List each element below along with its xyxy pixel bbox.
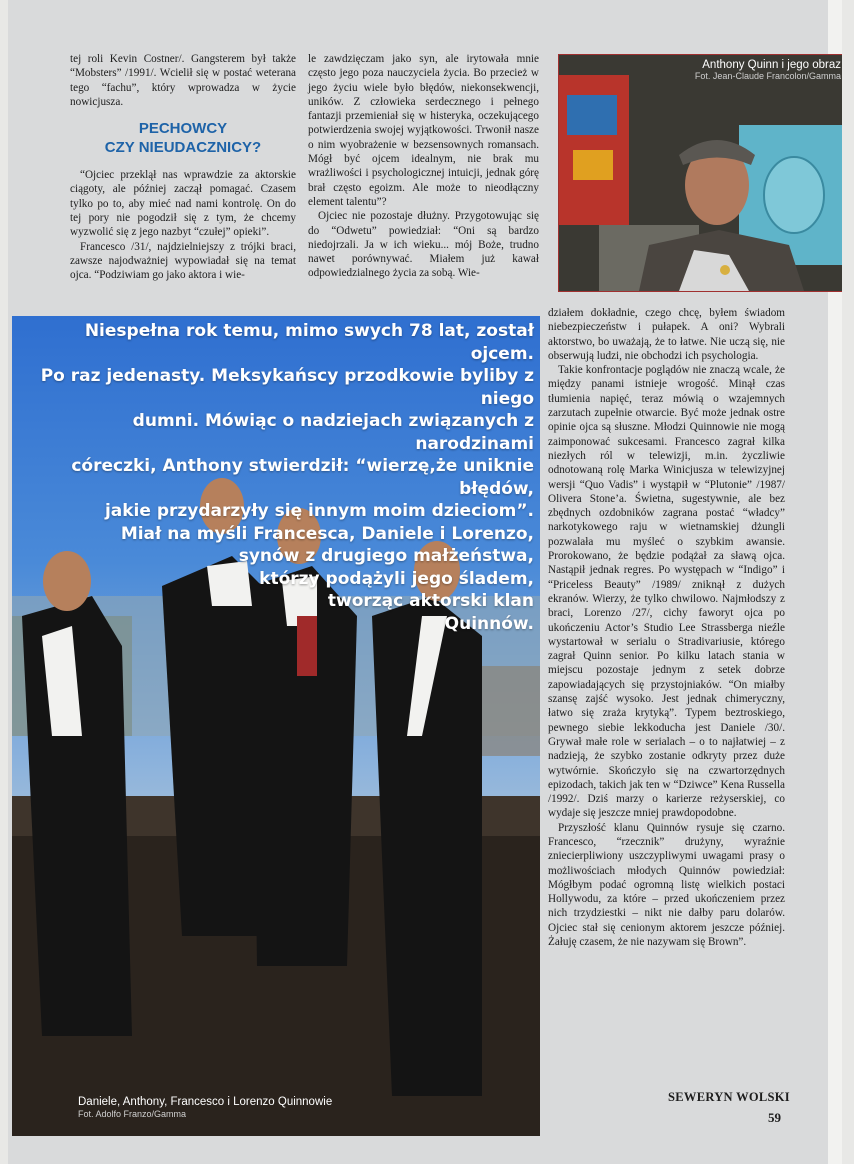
photo-credit: Fot. Jean-Claude Francolon/Gamma xyxy=(694,71,841,81)
pull-quote xyxy=(34,320,534,635)
paragraph: le zawdzięczam jako syn, ale irytowała mnie często jego poza nauczyciela życia. Bo przecież w jego życiu wiele było błędów, niekonsekwencji, uników. Z człowieka serdecznego i pełnego fantazji przemieniał się w histeryka, oczekującego potwierdzenia swojej wyjątkowości. Trwonił nasze o nim wyobrażenie w bezsensownych romansach. Mógł być ojcem idealnym, nie brak mu wrażliwości i psychologicznej intuicji, jednak górę brał często egoizm. Ale może to nieodłączny element talentu”? xyxy=(308,53,539,208)
quote-line: Niespełna rok temu, mimo swych 78 lat, został ojcem. xyxy=(84,321,534,364)
portrait-illustration xyxy=(559,55,842,291)
quote-line: Po raz jedenasty. Meksykańscy przodkowie byliby z niego xyxy=(40,366,534,409)
quote-line: Quinnów. xyxy=(444,613,534,634)
paragraph: Przyszłość klanu Quinnów rysuje się czarno. Francesco, “rzecznik” drużyny, wyraźnie zniecierpliwiony uszczypliwymi uwagami prasy o możliwościach młodych Quinnów powiedział: Mógłbym podać ogromną listę wielkich postaci Hollywodu, za które – przed ukończeniem przez nich trzydziestki – nikt nie dałby paru dolarów. Ojciec stał się cenionym aktorem jeszcze później. Żałuję czasem, że nie nazywam się Brown”. xyxy=(548,821,785,949)
quote-line: tworząc aktorski klan xyxy=(327,591,534,611)
portrait-photo xyxy=(558,54,842,292)
section-heading xyxy=(70,119,296,157)
family-photo-caption xyxy=(78,1096,332,1119)
text-column-2 xyxy=(308,52,539,281)
paragraph: Ojciec nie pozostaje dłużny. Przygotowując się do “Odwetu” powiedział: “Oni są bardzo niedojrzali. Ja w ich wieku... mój Boże, trudno nawet porównywać. Miałem już kawał odpowiedzialnego życia za sobą. Wie- xyxy=(308,210,539,280)
heading-line: CZY NIEUDACZNICY? xyxy=(104,139,262,157)
photo-credit: Fot. Adolfo Franzo/Gamma xyxy=(78,1109,187,1119)
family-photo xyxy=(12,316,540,1136)
text-column-3 xyxy=(548,306,785,949)
caption-title: Daniele, Anthony, Francesco i Lorenzo Quinnowie xyxy=(78,1096,333,1108)
caption-title: Anthony Quinn i jego obraz xyxy=(702,59,841,71)
author-name: SEWERYN WOLSKI xyxy=(668,1090,790,1104)
text-column-1 xyxy=(70,52,296,283)
page-number: 59 xyxy=(768,1110,781,1125)
quote-line: synów z drugiego małżeństwa, xyxy=(238,546,534,566)
paragraph: “Ojciec przeklął nas wprawdzie za aktorskie ciągoty, ale później zaczął pomagać. Czasem tylko po to, aby mieć nad nami kontrolę. On do tej pory nie pogodził się z tym, że chcemy wyzwolić się z jego nazbyt “czułej” opieki”. xyxy=(70,169,296,239)
quote-line: córeczki, Anthony stwierdził: “wierzę,że uniknie błędów, xyxy=(71,456,534,499)
paragraph: Francesco /31/, najdzielniejszy z trójki braci, zawsze najodważniej wypowiadał się na temat ojca. “Podziwiam go jako aktora i wie- xyxy=(70,240,296,282)
paragraph: Takie konfrontacje poglądów nie znaczą wcale, że między panami istnieje wrogość. Minął czas tłumienia napięć, teraz mówią o wzajemnych zarzutach zupełnie otwarcie. Być może jednak ostre opinie ojca są słuszne. Młodzi Quinnowie nie mogą zaimponować sukcesami. Francesco zagrał kilka niezłych ról w telewizji, m.in. życzliwie odnotowaną rolę Marka Winicjusza w telewizyjnej wersji “Quo Vadis” i wystąpił w “Plutonie” /1987/ Olivera Stone’a. Świetna, sugestywnie, ale bez zbędnych ozdobników zagrana postać “władcy” narkotykowego raju w wietnamskiej dżungli pozwalała mu myśleć o szybkim awansie. Prorokowano, że będzie podążał za sławą ojca. Nastąpił jednak regres. Po występach w “Indigo” i “Priceless Beauty” /1989/ zniknął z dużych ekranów. Wierzy, że tylko chwilowo. Najmłodszy z braci, Lorenzo /27/, cichy faworyt ojca po ukończeniu Actor’s Studio Lee Strassberga nieźle wystartował w serialu o Stradivariusie, którego zagrał Quinn senior. Po kilku latach stania w miejscu pozostaje jednym z setek dobrze zapowiadających się przystojniaków. “On miałby szansę zajść wysoko. Jest jednak chimeryczny, łatwo się zraża krytyką”. Typem beztroskiego, pewnego siebie lekkoducha jest Daniele /30/. Grywał małe role w serialach – o to najłatwiej – z nadzieją, że szybko zostanie odkryty przez duże wytwórnie. Skończyło się na czwartorzędnych epizodach, takich jak ten w “Dziwce” Kena Russella /1992/. Dziś marzy o karierze reżyserskiej, co wydaje się jeszcze mniej prawdopodobne. xyxy=(548,364,785,820)
magazine-page xyxy=(8,0,842,1164)
quote-line: którzy podążyli jego śladem, xyxy=(259,568,534,589)
heading-line: PECHOWCY xyxy=(138,120,228,138)
paragraph: działem dokładnie, czego chcę, byłem świadom niebezpieczeństw i pułapek. A oni? Wybrali aktorstwo, bo uważają, że to łatwe. Nie uczą się, nie obserwują ludzi, nie obchodzi ich psychologia. xyxy=(548,307,785,362)
quote-line: dumni. Mówiąc o nadziejach związanych z narodzinami xyxy=(132,411,534,454)
quote-line: jakie przydarzyły się innym moim dzieciom”. xyxy=(104,501,534,521)
paragraph: tej roli Kevin Costner/. Gangsterem był także “Mobsters” /1991/. Wcielił się w postać weterana tego “fachu”, który wprowadza w życie nowicjusza. xyxy=(70,53,296,108)
quote-line: Miał na myśli Francesca, Daniele i Lorenzo, xyxy=(120,523,534,544)
portrait-caption xyxy=(559,55,842,81)
